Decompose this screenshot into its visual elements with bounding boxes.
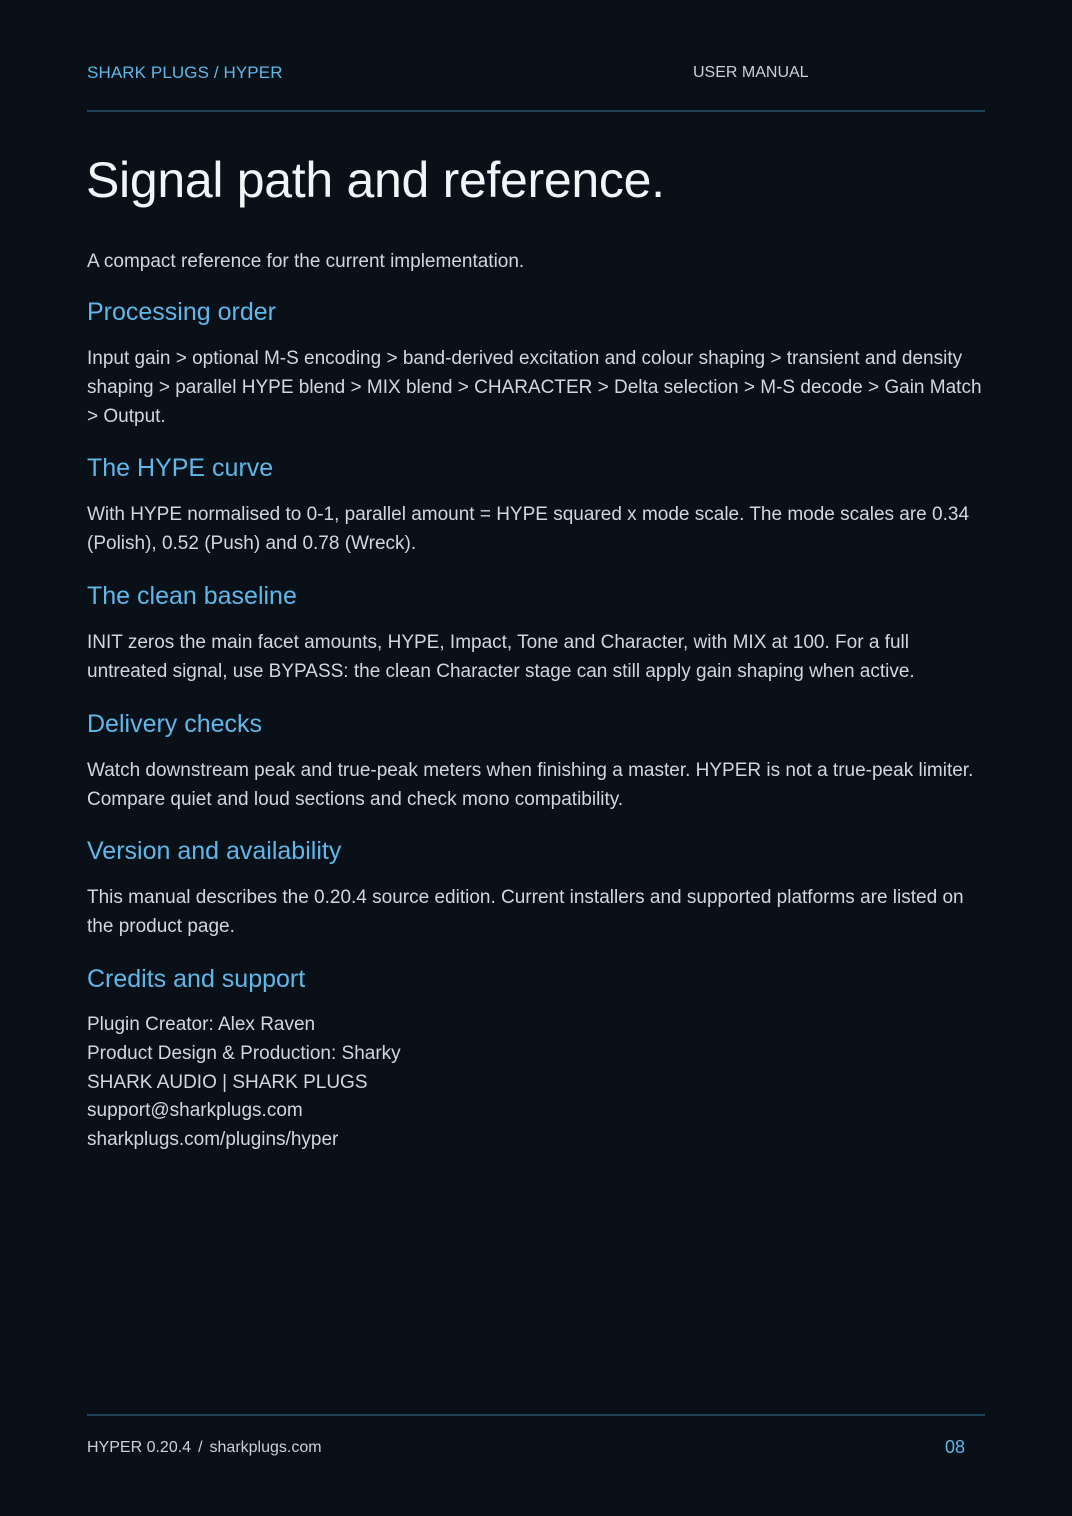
section-body-delivery-checks: Watch downstream peak and true-peak meters when finishing a master. HYPER is not a true-peak limiter. Compare quiet and loud sections and check mono compatibility. xyxy=(87,760,974,810)
section-body-clean-baseline: INIT zeros the main facet amounts, HYPE, Impact, Tone and Character, with MIX at 100. For a full untreated signal, use BYPASS: the clean Character stage can still apply gain shaping when active. xyxy=(87,632,915,682)
credits-list xyxy=(87,1011,401,1155)
section-body-processing-order: Input gain > optional M-S encoding > band-derived excitation and colour shaping > transient and density shaping > parallel HYPE blend > MIX blend > CHARACTER > Delta selection > M-S decode > Gain Match > Output. xyxy=(87,348,982,427)
footer-separator: / xyxy=(198,1439,203,1456)
page-title: Signal path and reference. xyxy=(86,152,665,208)
footer-divider xyxy=(87,1414,985,1416)
footer-info xyxy=(87,1439,322,1457)
credit-product-design: Product Design & Production: Sharky xyxy=(87,1042,401,1064)
credit-company: SHARK AUDIO | SHARK PLUGS xyxy=(87,1071,368,1093)
header-document-type: USER MANUAL xyxy=(693,64,809,81)
credit-plugin-creator: Plugin Creator: Alex Raven xyxy=(87,1014,316,1035)
support-email-link[interactable]: support@sharkplugs.com xyxy=(87,1100,303,1122)
section-heading-delivery-checks: Delivery checks xyxy=(87,710,263,738)
product-page-link[interactable]: sharkplugs.com/plugins/hyper xyxy=(87,1129,339,1151)
section-body-version-availability: This manual describes the 0.20.4 source edition. Current installers and supported platforms are listed on the product page. xyxy=(87,887,964,937)
section-heading-clean-baseline: The clean baseline xyxy=(87,582,297,610)
footer-version: HYPER 0.20.4 xyxy=(87,1439,192,1456)
section-body-hype-curve: With HYPE normalised to 0-1, parallel amount = HYPE squared x mode scale. The mode scales are 0.34 (Polish), 0.52 (Push) and 0.78 (Wreck). xyxy=(87,504,970,554)
section-heading-hype-curve: The HYPE curve xyxy=(87,454,274,482)
footer-website-link[interactable]: sharkplugs.com xyxy=(209,1439,322,1456)
section-heading-processing-order: Processing order xyxy=(87,298,276,326)
section-heading-version-availability: Version and availability xyxy=(87,837,342,865)
section-heading-credits-support: Credits and support xyxy=(87,965,306,993)
intro-text: A compact reference for the current implementation. xyxy=(87,251,525,272)
page-number: 08 xyxy=(945,1437,966,1457)
header-breadcrumb: SHARK PLUGS / HYPER xyxy=(87,63,283,82)
header-divider xyxy=(87,110,985,112)
